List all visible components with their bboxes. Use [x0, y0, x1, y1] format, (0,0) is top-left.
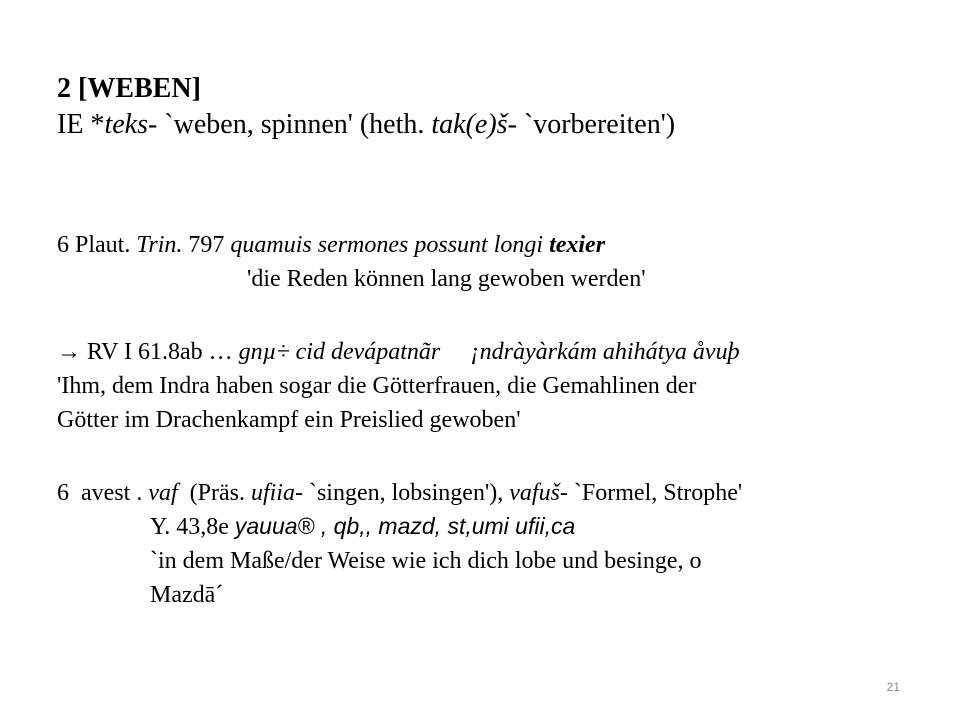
rigveda-translation-line-2: Götter im Drachenkampf ein Preislied gewoben': [57, 407, 521, 433]
etymology-hittite: tak(e)š-: [431, 109, 517, 140]
etymology-gloss: `weben, spinnen' (heth.: [157, 109, 432, 140]
plautus-quote-bold: texier: [549, 232, 606, 258]
rigveda-quote: gnµ÷ cid devápatnãr ¡ndràyàrkám ahihátya åvuþ: [238, 339, 740, 365]
plautus-citation: [57, 232, 605, 258]
slide-title: 2 [WEBEN]: [57, 73, 201, 104]
etymology-prefix: IE *: [57, 109, 105, 140]
yasna-translation-line-1: `in dem Maße/der Weise wie ich dich lobe und besinge, o: [150, 548, 702, 574]
plautus-translation: 'die Reden können lang gewoben werden': [247, 266, 646, 292]
yasna-quote: yauua® , qb,, mazd, st,umi ufii,ca: [234, 513, 576, 539]
etymology-line: [57, 110, 675, 141]
avestan-derived: vafuš-: [509, 480, 568, 506]
plautus-work: Trin.: [136, 232, 183, 258]
avestan-mid-1: (Präs.: [177, 480, 251, 506]
plautus-ref-num: 6 Plaut.: [57, 232, 137, 258]
yasna-translation-line-2: Mazdā´: [150, 582, 224, 608]
etymology-hittite-gloss: `vorbereiten'): [516, 109, 676, 140]
rigveda-ref: → RV I 61.8ab …: [57, 339, 239, 365]
avestan-gloss: `Formel, Strophe': [567, 480, 743, 506]
avestan-ref-prefix: 6 avest .: [57, 480, 149, 506]
plautus-verse: 797: [182, 232, 231, 258]
plautus-quote: quamuis sermones possunt longi: [230, 232, 550, 258]
etymology-root: teks-: [104, 109, 158, 140]
rigveda-citation: [57, 339, 740, 365]
avestan-present: ufiia-: [250, 480, 303, 506]
avestan-citation: [57, 480, 742, 506]
rigveda-translation-line-1: 'Ihm, dem Indra haben sogar die Götterfrauen, die Gemahlinen der: [57, 373, 697, 399]
page-number: 21: [886, 680, 900, 694]
avestan-mid-2: `singen, lobsingen'),: [302, 480, 510, 506]
avestan-term: vaf: [148, 480, 178, 506]
yasna-citation: [150, 514, 575, 540]
yasna-ref: Y. 43,8e: [150, 514, 235, 540]
